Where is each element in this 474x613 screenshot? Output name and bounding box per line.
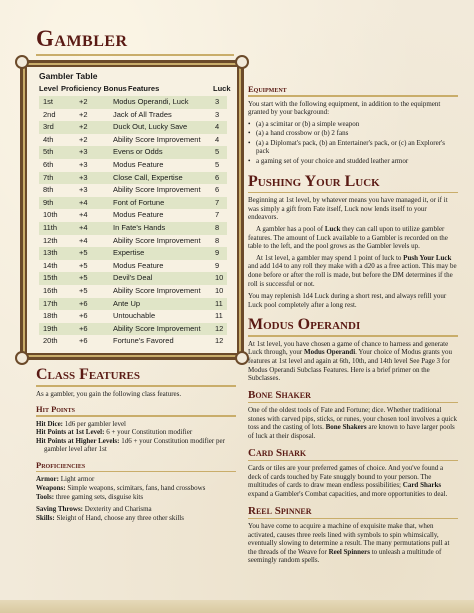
page-footer-bar [0, 600, 474, 613]
table-cell-level: 10th [43, 210, 58, 220]
table-cell-luck: 9 [215, 260, 220, 270]
table-row [39, 134, 227, 147]
modus-operandi-heading: Modus Operandi [248, 316, 361, 334]
table-row [39, 298, 227, 311]
frame-corner [235, 351, 249, 365]
table-row [39, 247, 227, 260]
table-cell-proficiency: +3 [79, 185, 88, 195]
table-cell-feature: Fortune's Favored [113, 336, 174, 346]
table-cell-luck: 11 [215, 298, 223, 308]
table-row [39, 272, 227, 285]
table-cell-feature: In Fate's Hands [113, 222, 166, 232]
pushing-p1: Beginning at 1st level, by whatever means you have managed it, or if it was simply a gift from Fate itself, Luck now lends itself to your endeavors. [248, 196, 448, 222]
table-cell-feature: Ante Up [113, 298, 141, 308]
right-column [248, 84, 458, 568]
table-row [39, 323, 227, 336]
table-cell-level: 15th [43, 273, 58, 283]
table-row [39, 146, 227, 159]
header-luck: Luck [213, 84, 231, 93]
table-cell-luck: 10 [215, 285, 224, 295]
table-cell-luck: 6 [215, 185, 220, 195]
bone-shaker-p1: One of the oldest tools of Fate and Fortune; dice. Whether traditional stones with carved pips, sticks, or runes, your chosen tool involves a quick toss and the casting of lots. Bone Shakers are known to have larger pools of luck at their disposal. [248, 406, 457, 441]
table-row [39, 121, 227, 134]
gambler-table-frame [20, 60, 244, 360]
table-cell-proficiency: +4 [79, 210, 88, 220]
table-row [39, 285, 227, 298]
header-level: Level [39, 84, 59, 93]
table-row [39, 209, 227, 222]
table-cell-luck: 10 [215, 273, 224, 283]
table-cell-luck: 6 [215, 172, 220, 182]
table-row [39, 159, 227, 172]
table-cell-luck: 4 [215, 134, 220, 144]
table-cell-luck: 3 [215, 109, 220, 119]
table-cell-level: 6th [43, 159, 54, 169]
table-cell-feature: Evens or Odds [113, 147, 163, 157]
table-cell-level: 1st [43, 97, 54, 106]
table-cell-feature: Ability Score Improvement [113, 185, 201, 195]
table-cell-level: 8th [43, 185, 54, 195]
weapons-line: Weapons: Simple weapons, scimitars, fans, hand crossbows [36, 484, 206, 493]
table-cell-proficiency: +5 [79, 260, 88, 270]
table-cell-proficiency: +6 [79, 336, 88, 346]
card-shark-p1: Cards or tiles are your preferred games of choice. And you've found a deck of cards touched by Fate snuggly bound to your person. The multitudes of cards to draw mean endless possibilities; Card Sharks expand a Gambler's Combat capacities, and more opportunities to deal. [248, 464, 448, 498]
heading-rule [248, 335, 458, 337]
table-cell-level: 17th [43, 298, 58, 308]
hit-points-heading: Hit Points [36, 404, 75, 415]
tools-line: Tools: three gaming sets, disguise kits [36, 492, 144, 501]
table-cell-feature: Ability Score Improvement [113, 285, 201, 295]
table-cell-level: 13th [43, 248, 58, 258]
table-row [39, 222, 227, 235]
heading-rule [248, 460, 458, 462]
heading-rule [248, 95, 458, 97]
armor-line: Armor: Light armor [36, 475, 95, 484]
pushing-your-luck-heading: Pushing Your Luck [248, 172, 380, 190]
table-cell-feature: Close Call, Expertise [113, 172, 183, 182]
table-cell-proficiency: +2 [79, 109, 88, 119]
table-cell-luck: 7 [215, 210, 220, 220]
table-cell-proficiency: +2 [79, 134, 88, 144]
table-cell-proficiency: +2 [79, 97, 88, 106]
table-cell-feature: Modus Feature [113, 159, 164, 169]
table-cell-proficiency: +4 [79, 197, 88, 207]
table-row [39, 235, 227, 248]
header-proficiency: Proficiency Bonus [61, 84, 127, 93]
equipment-heading: Equipment [248, 84, 287, 94]
table-cell-proficiency: +6 [79, 298, 88, 308]
table-title: Gambler Table [39, 71, 98, 81]
table-cell-level: 11th [43, 222, 58, 232]
title-underline [36, 54, 234, 56]
table-cell-luck: 8 [215, 222, 220, 232]
table-cell-feature: Untouchable [113, 311, 156, 321]
reel-spinner-heading: Reel Spinner [248, 504, 312, 517]
skills-line: Skills: Sleight of Hand, choose any three other skills [36, 513, 184, 522]
table-row [39, 184, 227, 197]
equipment-item: • (a) a hand crossbow or (b) 2 fans [248, 129, 458, 138]
table-cell-level: 3rd [43, 122, 54, 132]
table-cell-feature: Jack of All Trades [113, 109, 172, 119]
table-cell-luck: 9 [215, 248, 220, 258]
table-cell-feature: Ability Score Improvement [113, 235, 201, 245]
class-features-intro: As a gambler, you gain the following class features. [36, 389, 182, 398]
bone-shaker-heading: Bone Shaker [248, 388, 311, 401]
table-cell-proficiency: +5 [79, 248, 88, 258]
header-features: Features [128, 84, 160, 93]
table-cell-luck: 12 [215, 336, 224, 346]
table-cell-proficiency: +4 [79, 235, 88, 245]
table-cell-level: 9th [43, 197, 54, 207]
frame-corner [15, 351, 29, 365]
frame-corner [15, 55, 29, 69]
table-cell-proficiency: +3 [79, 172, 88, 182]
frame-corner [235, 55, 249, 69]
table-cell-luck: 5 [215, 159, 220, 169]
table-cell-level: 2nd [43, 109, 56, 119]
modus-p1: At 1st level, you have chosen a game of chance to harness and generate Luck through, your Modus Operandi. Your choice of Modus grants you features at 1st level and again at 6th, 10th, and 14th level See Page 3 for Modus Operandi Subclass Features. Here is a brief primer on the Subclasses. [248, 339, 452, 383]
table-cell-feature: Modus Feature [113, 260, 164, 270]
table-cell-level: 7th [43, 172, 54, 182]
table-cell-level: 20th [43, 336, 58, 346]
table-cell-level: 16th [43, 285, 58, 295]
table-cell-luck: 8 [215, 235, 220, 245]
equipment-item: • a gaming set of your choice and studded leather armor [248, 157, 458, 166]
table-cell-proficiency: +5 [79, 273, 88, 283]
proficiencies-heading: Proficiencies [36, 459, 86, 470]
table-row [39, 260, 227, 273]
table-cell-proficiency: +6 [79, 311, 88, 321]
table-cell-proficiency: +3 [79, 147, 88, 157]
table-row [39, 109, 227, 122]
table-row [39, 96, 227, 109]
hp-higher-levels-line: Hit Points at Higher Levels: 1d6 + your Constitution modifier per gambler level after 1st [36, 436, 225, 454]
table-cell-level: 5th [43, 147, 54, 157]
hit-dice-line: Hit Dice: 1d6 per gambler level [36, 419, 126, 428]
table-cell-proficiency: +2 [79, 122, 88, 132]
heading-rule [36, 471, 236, 473]
table-row [39, 172, 227, 185]
table-cell-feature: Devil's Deal [113, 273, 153, 283]
equipment-item: • (a) a Diplomat's pack, (b) an Entertainer's pack, or (c) an Explorer's pack [248, 139, 458, 156]
table-row [39, 335, 227, 348]
table-cell-feature: Duck Out, Lucky Save [113, 122, 188, 132]
table-cell-proficiency: +6 [79, 323, 88, 333]
table-cell-luck: 12 [215, 323, 224, 333]
table-cell-proficiency: +4 [79, 222, 88, 232]
card-shark-heading: Card Shark [248, 446, 307, 459]
table-cell-level: 4th [43, 134, 54, 144]
heading-rule [248, 192, 458, 194]
table-cell-luck: 11 [215, 311, 223, 321]
heading-rule [36, 415, 236, 417]
table-cell-feature: Expertise [113, 248, 145, 258]
heading-rule [248, 518, 458, 520]
heading-rule [248, 402, 458, 404]
table-cell-level: 12th [43, 235, 58, 245]
saving-throws-line: Saving Throws: Dexterity and Charisma [36, 505, 152, 514]
table-cell-feature: Ability Score Improvement [113, 134, 201, 144]
table-cell-proficiency: +3 [79, 159, 88, 169]
table-cell-proficiency: +5 [79, 285, 88, 295]
table-row [39, 310, 227, 323]
table-cell-luck: 7 [215, 197, 220, 207]
table-cell-luck: 4 [215, 122, 220, 132]
table-row [39, 197, 227, 210]
left-column [36, 366, 236, 525]
pushing-p4: You may replenish 1d4 Luck during a short rest, and always refill your Luck pool completely after a long rest. [248, 292, 447, 309]
equipment-intro: You start with the following equipment, in addition to the equipment granted by your background: [248, 99, 441, 117]
page-title: Gambler [36, 26, 128, 51]
table-cell-level: 14th [43, 260, 58, 270]
pushing-p3: At 1st level, a gambler may spend 1 point of luck to Push Your Luck and add 1d4 to any roll they make with a d20 as a free action. This may be done before or after the roll is made, but before the DM determines if the roll is successful or not. [248, 253, 457, 288]
equipment-list [248, 120, 458, 166]
table-cell-level: 18th [43, 311, 58, 321]
heading-rule [36, 385, 236, 387]
class-features-heading: Class Features [36, 366, 140, 383]
table-cell-luck: 5 [215, 147, 220, 157]
table-body [39, 96, 227, 348]
table-cell-feature: Modus Feature [113, 210, 164, 220]
equipment-item: • (a) a scimitar or (b) a simple weapon [248, 120, 458, 129]
table-cell-feature: Modus Operandi, Luck [113, 97, 189, 106]
table-cell-level: 19th [43, 323, 58, 333]
table-cell-luck: 3 [215, 97, 220, 106]
pushing-p2: A gambler has a pool of Luck they can call upon to utilize gambler features. The amount of Luck available to a Gambler is recorded on the table to the left, and the pool grows as the Gambler levels up. [248, 224, 448, 251]
reel-spinner-p1: You have come to acquire a machine of exquisite make that, when activated, causes three reels lined with symbols to spin whimsically, eventually slowing to determine a result. The many permutations pull at the threads of the Weave for Reel Spinners to unleash a multitude of seemingly random spells. [248, 522, 450, 565]
table-cell-feature: Font of Fortune [113, 197, 165, 207]
hp-first-level-line: Hit Points at 1st Level: 6 + your Constitution modifier [36, 428, 193, 437]
table-cell-feature: Ability Score Improvement [113, 323, 201, 333]
